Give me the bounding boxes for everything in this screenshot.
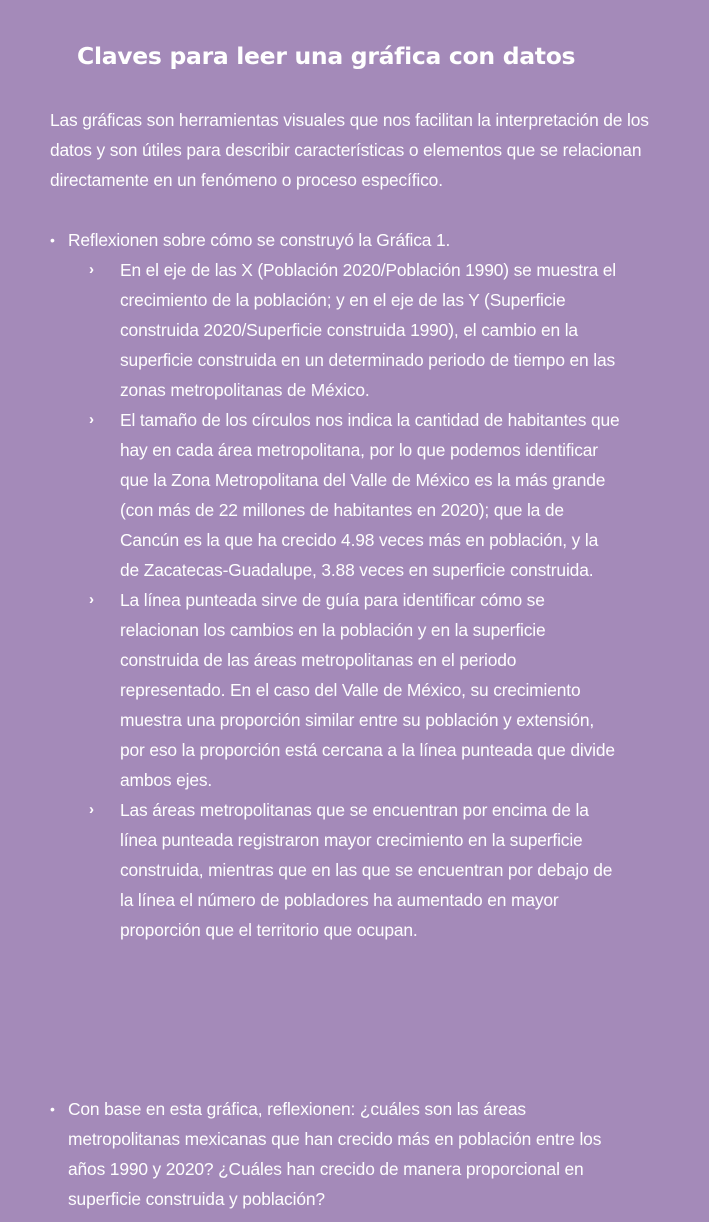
sub-item-1: [89, 255, 620, 405]
sub-list: [50, 255, 690, 945]
chevron-right-icon: ›: [89, 801, 94, 818]
sub-item-text: En el eje de las X (Población 2020/Población 1990) se muestra el crecimiento de la población; y en el eje de las Y (Superficie construida 2020/Superficie construida 1990), el cambio en la superficie construida en un determinado periodo de tiempo en las zonas metropolitanas de México.: [120, 260, 617, 400]
bullet-dot-icon: •: [50, 1101, 55, 1117]
chevron-right-icon: ›: [89, 591, 94, 608]
bullet-text: Con base en esta gráfica, reflexionen: ¿cuáles son las áreas metropolitanas mexicanas que han crecido más en población entre los años 1990 y 2020? ¿Cuáles han crecido de manera proporcional en superficie construida y población?: [68, 1099, 602, 1209]
chevron-right-icon: ›: [89, 261, 94, 278]
bullet-dot-icon: •: [50, 232, 55, 248]
intro-paragraph: Las gráficas son herramientas visuales que nos facilitan la interpretación de los datos y son útiles para describir características o elementos que se relacionan directamente en un fenómeno o proceso específico.: [50, 110, 649, 190]
bullet-item-1: [50, 225, 670, 255]
sub-item-text: El tamaño de los círculos nos indica la cantidad de habitantes que hay en cada área metropolitana, por lo que podemos identificar que la Zona Metropolitana del Valle de México es la más grande (con más de 22 millones de habitantes en 2020); que la de Cancún es la que ha crecido 4.98 veces más en población, y la de Zacatecas-Guadalupe, 3.88 veces en superficie construida.: [120, 410, 620, 580]
bullet-text: Reflexionen sobre cómo se construyó la Gráfica 1.: [68, 230, 451, 250]
page-title: Claves para leer una gráfica con datos: [77, 42, 576, 70]
sub-item-2: [89, 405, 620, 585]
sub-item-4: [89, 795, 620, 945]
bullet-item-2: [50, 1094, 670, 1214]
sub-item-3: [89, 585, 620, 795]
chevron-right-icon: ›: [89, 411, 94, 428]
sub-item-text: Las áreas metropolitanas que se encuentran por encima de la línea punteada registraron mayor crecimiento en la superficie construida, mientras que en las que se encuentran por debajo de la línea el número de pobladores ha aumentado en mayor proporción que el territorio que ocupan.: [120, 800, 613, 940]
sub-item-text: La línea punteada sirve de guía para identificar cómo se relacionan los cambios en la población y en la superficie construida de las áreas metropolitanas en el periodo representado. En el caso del Valle de México, su crecimiento muestra una proporción similar entre su población y extensión, por eso la proporción está cercana a la línea punteada que divide ambos ejes.: [120, 590, 615, 790]
